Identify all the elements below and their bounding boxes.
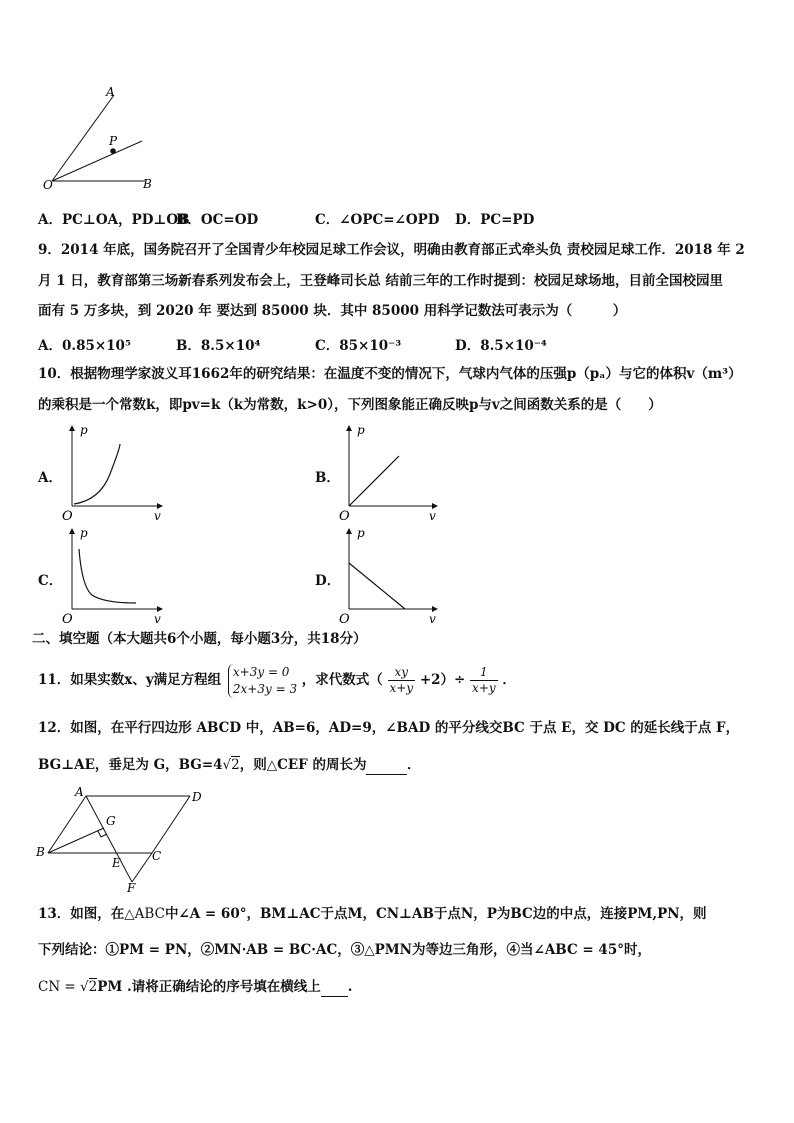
label-F: F	[127, 881, 136, 894]
equation-1: x+3y = 0	[232, 664, 290, 679]
fraction-numerator: xy	[388, 665, 416, 681]
q12-text-b: ，则△CEF 的周长为	[239, 757, 367, 773]
q12-line-1: 12．如图，在平行四边形 ABCD 中，AB=6，AD=9，∠BAD 的平分线交BC 于点 E，交 DC 的延长线于点 F，	[38, 720, 740, 736]
section-fill-in-heading: 二、填空题（本大题共6个小题，每小题3分，共18分）	[32, 631, 367, 647]
axis-p: p	[80, 526, 88, 540]
q9-line-3: 面有 5 万多块，到 2020 年 要达到 85000 块．其中 85000 用科学记数法可表示为（ ）	[38, 303, 627, 319]
q11-prefix: 11．如果实数x、y满足方程组	[38, 672, 222, 688]
graph-option-b	[333, 422, 445, 526]
q11-line	[38, 660, 516, 700]
q10-line-2: 的乘积是一个常数k，即pv=k（k为常数，k>0），下列图象能正确反映p与v之间函数关系的是（ ）	[38, 397, 662, 413]
axis-v: v	[429, 612, 436, 626]
origin: O	[339, 612, 350, 627]
equation-system	[228, 664, 297, 698]
q9-option-c: C．85×10⁻³	[315, 338, 402, 354]
axis-v: v	[154, 612, 161, 626]
graph-option-a	[58, 422, 170, 526]
q10-option-b-label: B．	[315, 470, 340, 486]
q9-option-a: A．0.85×10⁵	[38, 338, 131, 354]
fraction-one-over-sum	[470, 665, 498, 696]
q10-option-c-label: C．	[38, 573, 63, 589]
q9-option-d: D．8.5×10⁻⁴	[455, 338, 547, 354]
sqrt-radicand: 2	[88, 979, 98, 995]
origin: O	[62, 612, 73, 627]
q9-option-b: B．8.5×10⁴	[176, 338, 261, 354]
sqrt-radicand: 2	[231, 757, 240, 773]
fraction-xy-over-sum	[388, 665, 416, 696]
q11-end: ．	[502, 672, 516, 688]
fraction-denominator: x+y	[389, 681, 414, 695]
origin: O	[62, 509, 73, 524]
q13-text-a: 13．如图，在	[38, 906, 125, 922]
label-D: D	[192, 790, 202, 804]
origin: O	[339, 509, 350, 524]
label-B: B	[143, 177, 152, 191]
graph-option-d	[333, 525, 445, 629]
q13-line-3	[38, 978, 352, 997]
q10-line-1: 10．根据物理学家波义耳1662年的研究结果：在温度不变的情况下，气球内气体的压强p（pₐ）与它的体积v（m³）	[38, 366, 742, 382]
q13-line-2: 下列结论：①PM = PN，②MN·AB = BC·AC，③△PMN为等边三角形，④当∠ABC = 45°时，	[38, 942, 651, 958]
answer-blank[interactable]	[321, 978, 348, 997]
q13-line-1	[38, 905, 707, 923]
sqrt-symbol: √	[222, 757, 232, 773]
label-A: A	[106, 85, 115, 99]
axis-p: p	[80, 423, 88, 437]
label-O: O	[43, 178, 53, 192]
label-G: G	[106, 814, 116, 828]
label-B: B	[36, 845, 45, 859]
q13-text-c: .	[347, 979, 353, 995]
q8-option-a: A．PC⊥OA，PD⊥OB	[38, 212, 190, 228]
triangle-abc: △ABC	[124, 906, 165, 922]
q12-line-2	[38, 756, 420, 775]
label-A: A	[75, 785, 84, 799]
axis-v: v	[429, 509, 436, 523]
axis-p: p	[357, 526, 365, 540]
q8-option-b: B．OC=OD	[176, 212, 259, 228]
axis-v: v	[154, 509, 161, 523]
q13-text-b: PM .请将正确结论的序号填在横线上	[97, 979, 321, 995]
q12-text-c: ．	[406, 757, 421, 773]
q10-option-d-label: D．	[315, 573, 341, 589]
angle-figure-q8	[30, 85, 170, 195]
parallelogram-figure-q12	[30, 782, 210, 894]
answer-blank[interactable]	[366, 756, 407, 775]
sqrt-symbol: √	[80, 979, 89, 995]
q13-cn: CN =	[38, 979, 81, 995]
q9-line-1: 9．2014 年底，国务院召开了全国青少年校园足球工作会议，明确由教育部正式牵头负 责校园足球工作．2018 年 2	[38, 242, 745, 258]
q9-line-2: 月 1 日，教育部第三场新春系列发布会上，王登峰司长总 结前三年的工作时提到：校园足球场地，目前全国校园里	[38, 273, 723, 289]
axis-p: p	[357, 423, 365, 437]
q8-option-d: D．PC=PD	[455, 212, 535, 228]
equation-2: 2x+3y = 3	[232, 681, 298, 696]
q12-text-a: BG⊥AE，垂足为 G，BG=4	[38, 757, 223, 773]
label-C: C	[152, 849, 162, 863]
fraction-numerator: 1	[470, 665, 498, 681]
q13-text-b: 中∠A = 60°，BM⊥AC于点M，CN⊥AB于点N，P为BC边的中点，连接PM,PN，则	[164, 906, 707, 922]
label-E: E	[112, 856, 121, 870]
q11-plus: +2）÷	[419, 672, 466, 688]
fraction-denominator: x+y	[472, 681, 496, 695]
label-P: P	[109, 134, 118, 148]
graph-option-c	[58, 525, 170, 629]
q10-option-a-label: A．	[38, 470, 62, 486]
q8-option-c: C．∠OPC=∠OPD	[315, 212, 440, 228]
q11-mid: ，求代数式（	[301, 672, 383, 688]
